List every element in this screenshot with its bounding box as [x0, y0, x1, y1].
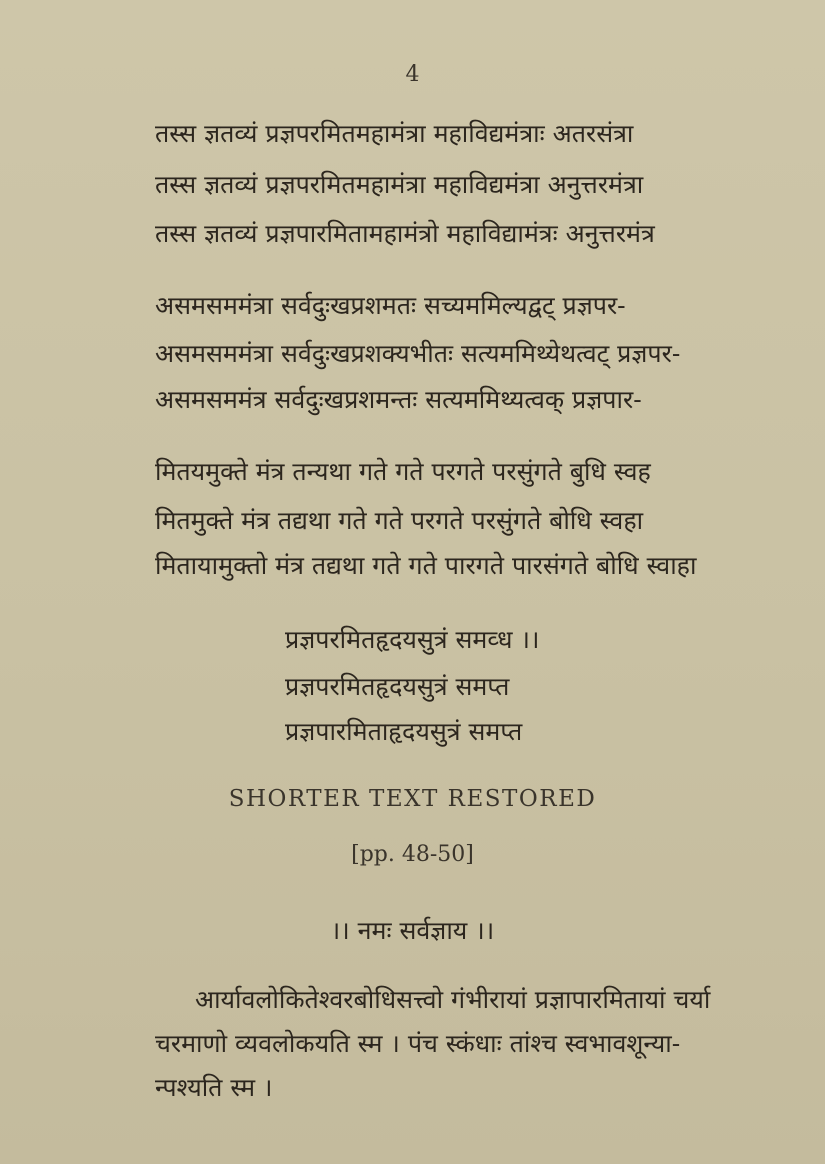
text-line: असमसममंत्र सर्वदुःखप्रशमन्तः सत्यममिथ्यत्वक् प्रज्ञपार-	[155, 385, 642, 414]
invocation: ।। नमः सर्वज्ञाय ।।	[330, 916, 495, 945]
text-line: चरमाणो व्यवलोकयति स्म । पंच स्कंधाः तांश्च स्वभावशून्या-	[155, 1029, 681, 1058]
text-line: मितमुक्ते मंत्र तद्यथा गते गते परगते परसुंगते बोधि स्वहा	[155, 506, 644, 535]
text-line: मितयमुक्ते मंत्र तन्यथा गते गते परगते परसुंगते बुधि स्वह	[155, 457, 651, 486]
text-line: प्रज्ञपारमिताहृदयसुत्रं समप्त	[285, 717, 523, 746]
text-line: तस्स ज्ञतव्यं प्रज्ञपरमितमहामंत्रा महाविद्यमंत्राः अतरसंत्रा	[155, 119, 634, 148]
section-heading: SHORTER TEXT RESTORED	[228, 786, 597, 812]
text-line: न्पश्यति स्म ।	[155, 1073, 273, 1102]
text-line: मितायामुक्तो मंत्र तद्यथा गते गते पारगते पारसंगते बोधि स्वाहा	[155, 551, 697, 580]
text-line: तस्स ज्ञतव्यं प्रज्ञपारमितामहामंत्रो महाविद्यामंत्रः अनुत्तरमंत्र	[155, 219, 655, 248]
text-line: प्रज्ञपरमितहृदयसुत्रं समव्ध ।।	[285, 625, 540, 654]
text-line: असमसममंत्रा सर्वदुःखप्रशमतः सच्यममिल्यद्वट् प्रज्ञपर-	[155, 291, 626, 320]
page-reference: [pp. 48-50]	[351, 842, 474, 867]
text-line: तस्स ज्ञतव्यं प्रज्ञपरमितमहामंत्रा महाविद्यमंत्रा अनुत्तरमंत्रा	[155, 170, 644, 199]
text-line: असमसममंत्रा सर्वदुःखप्रशक्यभीतः सत्यममिथ्येथत्वट् प्रज्ञपर-	[155, 339, 681, 368]
text-line: आर्यावलोकितेश्वरबोधिसत्त्वो गंभीरायां प्रज्ञापारमितायां चर्या	[195, 985, 711, 1014]
text-line: प्रज्ञपरमितहृदयसुत्रं समप्त	[285, 672, 510, 701]
page-number: 4	[405, 62, 420, 87]
